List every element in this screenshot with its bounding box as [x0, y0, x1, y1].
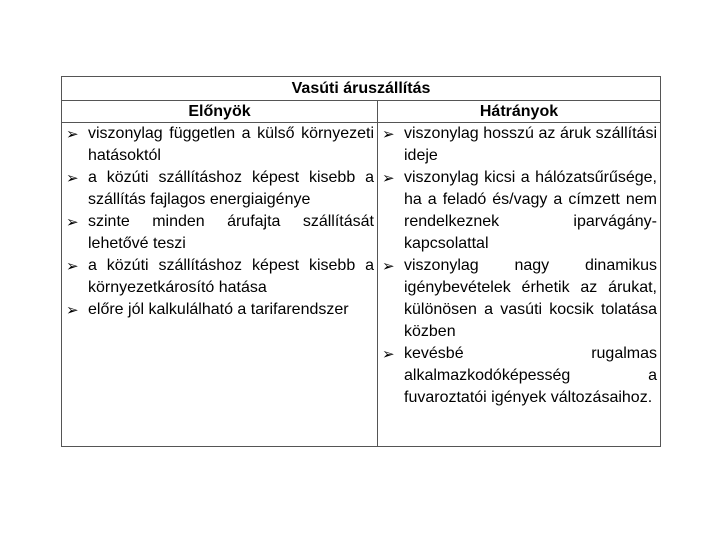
- arrowhead-bullet-icon: ➢: [66, 169, 79, 187]
- disadvantage-item: [382, 343, 657, 409]
- disadvantage-item-text: viszonylag nagy dinamikus igénybevételek érhetik az árukat, különösen a vasúti kocsik tolatása közben: [404, 257, 657, 340]
- arrowhead-bullet-icon: ➢: [66, 257, 79, 275]
- arrowhead-bullet-icon: ➢: [382, 257, 395, 275]
- table-title: Vasúti áruszállítás: [62, 77, 660, 101]
- advantage-item: [66, 123, 374, 167]
- advantage-item: [66, 167, 374, 211]
- table-body-row: [62, 123, 660, 446]
- advantage-item-text: előre jól kalkulálható a tarifarendszer: [88, 301, 349, 318]
- arrowhead-bullet-icon: ➢: [382, 169, 395, 187]
- advantage-item: [66, 299, 374, 321]
- arrowhead-bullet-icon: ➢: [66, 125, 79, 143]
- advantage-item: [66, 211, 374, 255]
- table-header-row: [62, 101, 660, 123]
- arrowhead-bullet-icon: ➢: [66, 213, 79, 231]
- disadvantages-header: Hátrányok: [479, 102, 559, 120]
- arrowhead-bullet-icon: ➢: [382, 345, 395, 363]
- advantages-header: Előnyök: [62, 101, 378, 122]
- arrowhead-bullet-icon: ➢: [382, 125, 395, 143]
- disadvantage-item: [382, 123, 657, 167]
- disadvantage-item: [382, 167, 657, 255]
- disadvantage-item: [382, 255, 657, 343]
- advantage-item-text: szinte minden árufajta szállítását lehetővé teszi: [88, 213, 374, 252]
- arrowhead-bullet-icon: ➢: [66, 301, 79, 319]
- disadvantages-list: [378, 123, 660, 446]
- advantage-item: [66, 255, 374, 299]
- advantage-item-text: a közúti szállításhoz képest kisebb a környezetkárosító hatása: [88, 257, 374, 296]
- advantages-list: [62, 123, 378, 446]
- disadvantage-item-text: kevésbé rugalmas alkalmazkodóképesség a fuvaroztatói igények változásaihoz.: [404, 345, 657, 406]
- comparison-table: [61, 76, 661, 447]
- disadvantage-item-text: viszonylag hosszú az áruk szállítási ideje: [404, 125, 657, 164]
- disadvantage-item-text: viszonylag kicsi a hálózatsűrűsége, ha a feladó és/vagy a címzett nem rendelkeznek iparvágány-kapcsolattal: [404, 169, 657, 252]
- advantage-item-text: viszonylag független a külső környezeti hatásoktól: [88, 125, 374, 164]
- advantage-item-text: a közúti szállításhoz képest kisebb a szállítás fajlagos energiaigénye: [88, 169, 374, 208]
